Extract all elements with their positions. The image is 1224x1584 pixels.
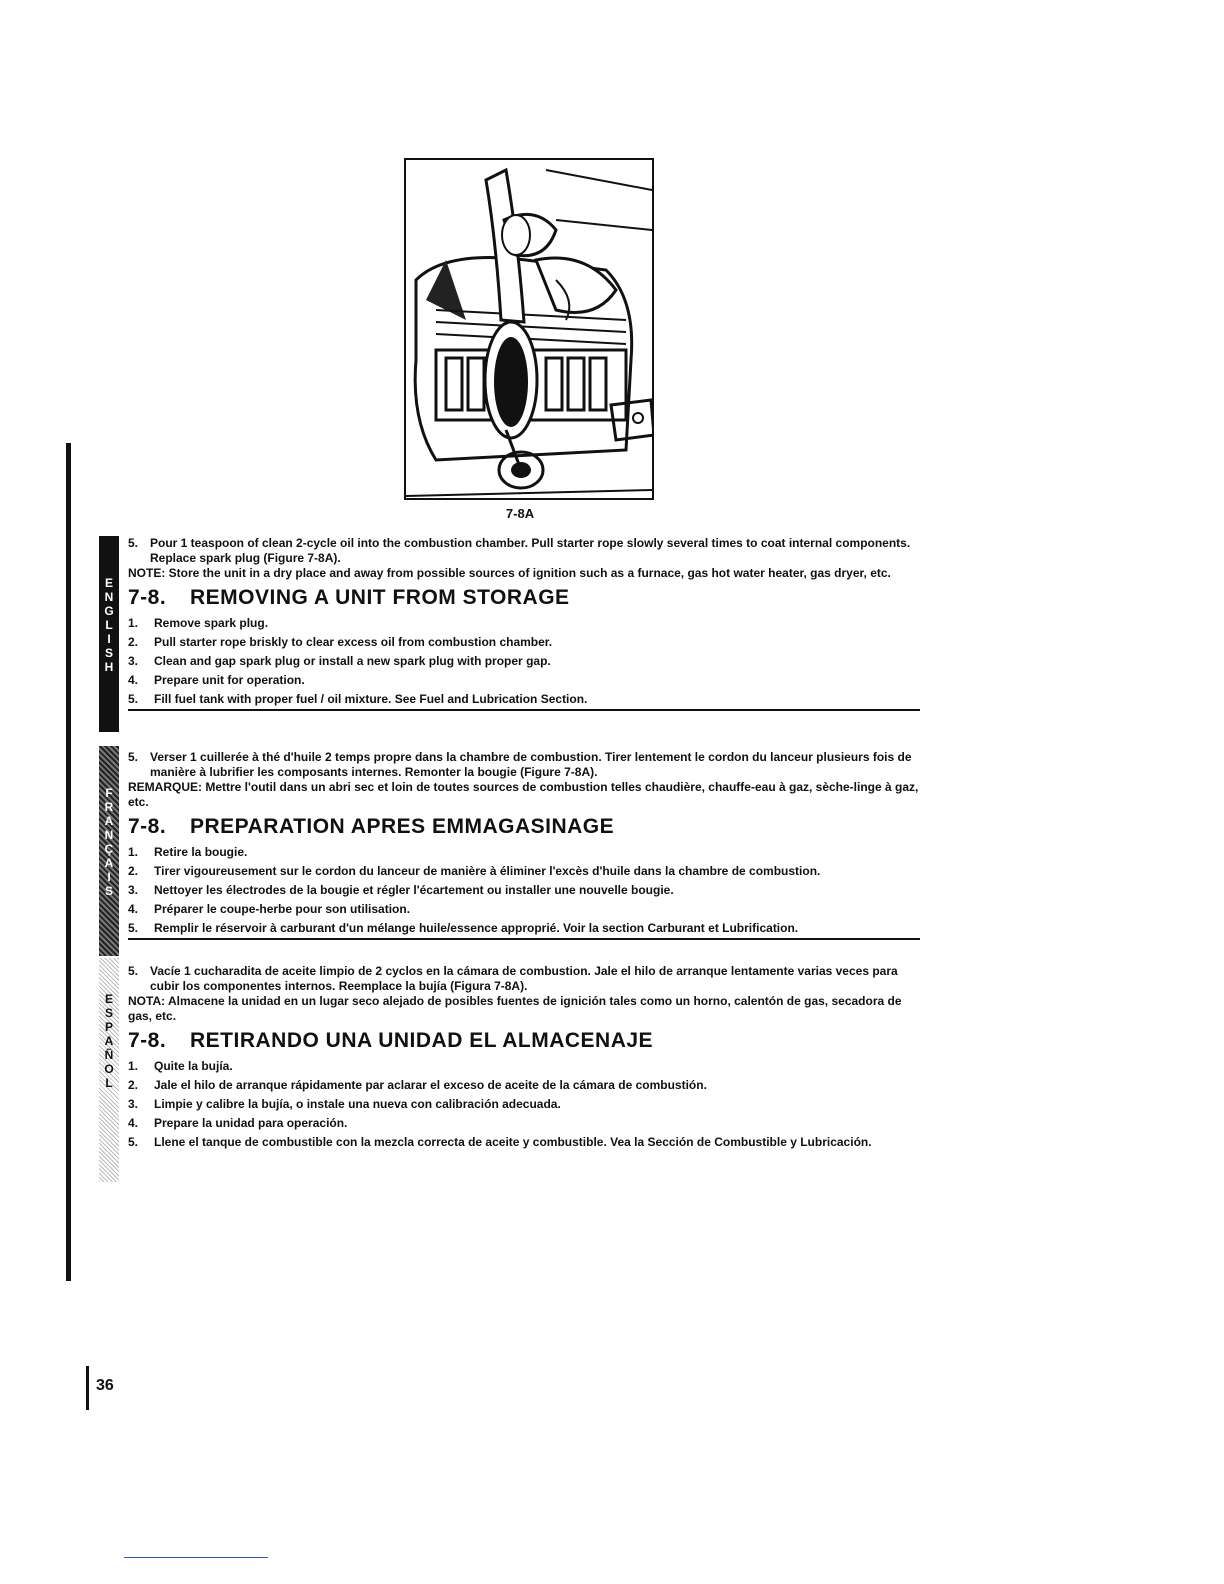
english-section [128,536,920,711]
french-heading: 7-8. PREPARATION APRES EMMAGASINAGE [128,815,615,838]
footer-line [124,1557,268,1558]
spark-plug-hole-oil-illustration [406,160,652,498]
english-step-5: 5. Pour 1 teaspoon of clean 2-cycle oil into the combustion chamber. Pull starter rope slowly several times to coat internal components. Replace spark plug (Figure 7-8A). [128,536,911,565]
list-item: 2. Tirer vigoureusement sur le cordon du lanceur de manière à éliminer l'excès d'huile dans la chambre de combustion. [128,864,821,878]
list-item: 4. Prepare unit for operation. [128,673,305,687]
french-section [128,750,920,940]
list-item: 4. Préparer le coupe-herbe pour son utilisation. [128,902,411,916]
spanish-section [128,964,920,1152]
page-number-rule [86,1366,89,1410]
language-tab-french: F R A N Ç A I S [99,746,119,956]
language-tab-spanish: E S P A Ñ O L [99,958,119,1182]
figure-7-8a [404,158,654,500]
spanish-steps-list [128,1057,920,1152]
figure-caption: 7-8A [505,506,535,521]
page-number: 36 [96,1377,114,1394]
french-note: REMARQUE: Mettre l'outil dans un abri sec et loin de toutes sources de combustion telles chaudière, chauffe-eau à gaz, sèche-linge à gaz, etc. [128,780,919,809]
spanish-note: NOTA: Almacene la unidad en un lugar seco alejado de posibles fuentes de ignición tales como un horno, calentón de gas, secadora de gas, etc. [128,994,902,1023]
english-note: NOTE: Store the unit in a dry place and away from possible sources of ignition such as a furnace, gas hot water heater, gas dryer, etc. [128,566,891,580]
list-item: 5. Llene el tanque de combustible con la mezcla correcta de aceite y combustible. Vea la Sección de Combustible y Lubricación. [128,1135,872,1149]
list-item: 1. Remove spark plug. [128,616,269,630]
list-item: 3. Limpie y calibre la bujía, o instale una nueva con calibración adecuada. [128,1097,561,1111]
margin-rule [66,443,71,1281]
spanish-step-5: 5. Vacíe 1 cucharadita de aceite limpio de 2 cyclos en la cámara de combustion. Jale el hilo de arranque lentamente varias veces para cubir los componentes internos. Reemplace la bujía (Figura 7-8A). [128,964,898,993]
language-tab-english: E N G L I S H [99,536,119,732]
list-item: 3. Clean and gap spark plug or install a new spark plug with proper gap. [128,654,551,668]
list-item: 5. Fill fuel tank with proper fuel / oil mixture. See Fuel and Lubrication Section. [128,692,588,706]
list-item: 3. Nettoyer les électrodes de la bougie et régler l'écartement ou installer une nouvelle bougie. [128,883,674,897]
list-item: 4. Prepare la unidad para operación. [128,1116,348,1130]
list-item: 1. Quite la bujía. [128,1059,233,1073]
french-step-5: 5. Verser 1 cuillerée à thé d'huile 2 temps propre dans la chambre de combustion. Tirer lentement le cordon du lanceur plusieurs fois de manière à lubrifier les composants internes. Remonter la bougie (Figure 7-8A). [128,750,912,779]
list-item: 2. Jale el hilo de arranque rápidamente par aclarar el exceso de aceite de la cámara de combustión. [128,1078,707,1092]
list-item: 1. Retire la bougie. [128,845,248,859]
english-heading: 7-8. REMOVING A UNIT FROM STORAGE [128,586,570,609]
list-item: 5. Remplir le réservoir à carburant d'un mélange huile/essence approprié. Voir la section Carburant et Lubrification. [128,921,799,935]
list-item: 2. Pull starter rope briskly to clear excess oil from combustion chamber. [128,635,553,649]
english-steps-list [128,614,920,711]
spanish-heading: 7-8. RETIRANDO UNA UNIDAD EL ALMACENAJE [128,1029,654,1052]
french-steps-list [128,843,920,940]
